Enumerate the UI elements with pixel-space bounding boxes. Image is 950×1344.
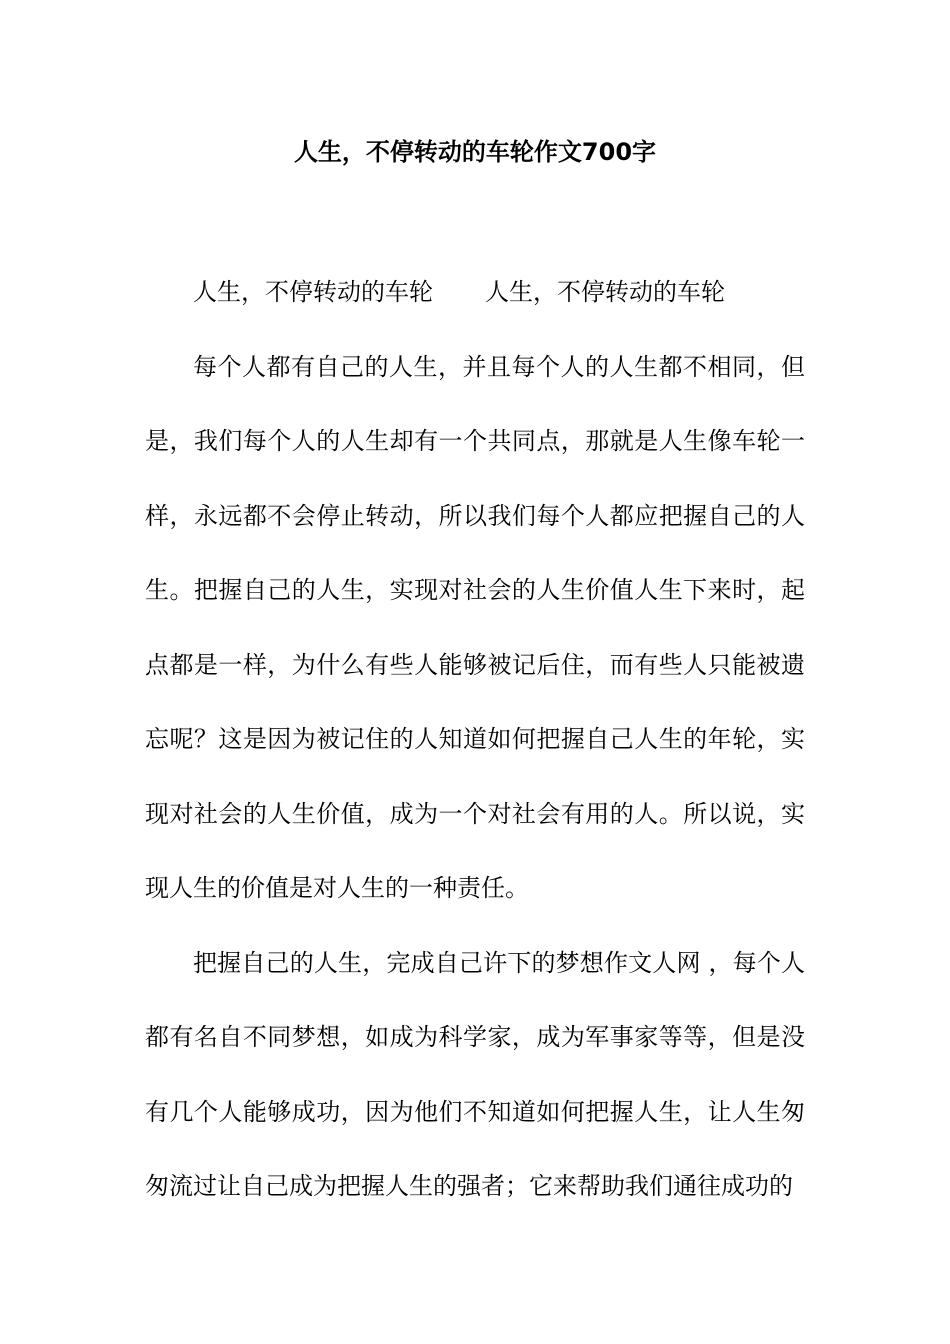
paragraph-1: 每个人都有自己的人生，并且每个人的人生都不相同，但是，我们每个人的人生却有一个共同点，那就是人生像车轮一样，永远都不会停止转动，所以我们每个人都应把握自己的人生。把握自己的人生，实现对社会的人生价值人生下来时，起点都是一样，为什么有些人能够被记后住，而有些人只能被遗忘呢？这是因为被记住的人知道如何把握自己人生的年轮，实现对社会的人生价值，成为一个对社会有用的人。所以说，实现人生的价值是对人生的一种责任。 [145, 352, 805, 902]
subheading-line [145, 255, 805, 330]
document-body [145, 255, 805, 1224]
paragraph-2: 把握自己的人生，完成自己许下的梦想作文人网 ，每个人都有名自不同梦想，如成为科学家，成为军事家等等，但是没有几个人能够成功，因为他们不知道如何把握人生，让人生匆匆流过让自己成为把握人生的强者；它来帮助我们通往成功的 [145, 948, 805, 1200]
subheading-part-2: 人生，不停转动的车轮 [485, 278, 725, 306]
subheading-part-1: 人生，不停转动的车轮 [193, 278, 433, 306]
document-title: 人生，不停转动的车轮作文700字 [293, 138, 657, 166]
